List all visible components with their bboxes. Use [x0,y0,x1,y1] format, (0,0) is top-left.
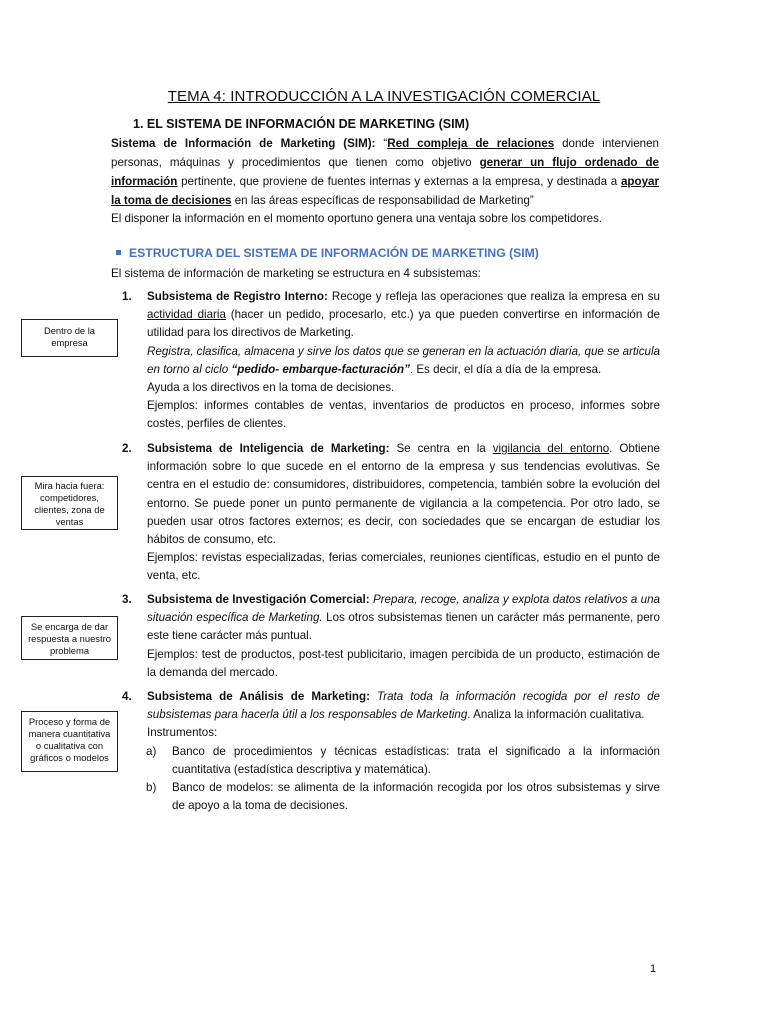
highlight-decisiones: apoyar la toma de decisiones [111,175,659,207]
text-run: . Analiza la información cualitativa. [467,708,645,722]
text-run: vigilancia del entorno [492,442,610,455]
text-run: Instrumentos: [147,726,218,740]
text-run: pertinente, que proviene de fuentes internas y externas a la empresa, y destinada a [177,175,621,188]
margin-note-inteligencia: Mira hacia fuera: competidores, clientes, zona de ventas [21,476,118,530]
sub-item-text: Banco de modelos: se alimenta de la información recogida por los otros subsistemas y sirve de apoyo a la toma de decisiones. [172,781,660,813]
text-run: Ejemplos: test de productos, post-test publicitario, imagen percibida de un producto, estimación de la demanda del mercado. [147,647,660,679]
sub-item-text: Banco de procedimientos y técnicas estadísticas: trata el significado a la información cuantitativa (estadística descriptiva y matemática). [172,744,660,776]
item-number: 2. [122,442,132,455]
text-run: Trata toda la información recogida por el resto de subsistemas para hacerla útil a los responsables de Marketing [147,690,660,722]
sim-definition-paragraph [111,134,659,210]
structure-intro: El sistema de información de marketing se estructura en 4 subsistemas: [111,267,481,280]
text-run: donde intervienen personas, máquinas y procedimientos que tienen como objetivo [111,137,659,169]
definition-term: Sistema de Información de Marketing (SIM): [111,137,376,150]
text-run: Recoge y refleja las operaciones que realiza la empresa en su [327,290,660,303]
sub-item-b [146,779,660,815]
text-run: Registra, clasifica, almacena y sirve los datos que se generan en la actuación diaria, que se articula en torno al ciclo [147,344,660,376]
bullet-square-icon [116,250,121,255]
text-run: Prepara, recoge, analiza y explota datos relativos a una situación específica de Marketing. [147,593,660,625]
item-title: Subsistema de Análisis de Marketing: [147,690,370,703]
sub-item-letter: a) [146,744,157,758]
text-run: en las áreas específicas de responsabilidad de Marketing” [231,194,534,207]
section-heading-text: ESTRUCTURA DEL SISTEMA DE INFORMACIÓN DE MARKETING (SIM) [129,246,539,260]
item-number: 1. [122,290,132,303]
page-title: TEMA 4: INTRODUCCIÓN A LA INVESTIGACIÓN COMERCIAL [167,88,601,105]
text-run: Ejemplos: revistas especializadas, ferias comerciales, reuniones científicas, estudio en el punto de venta, etc. [147,551,660,583]
text-run: . Obtiene información sobre lo que sucede en el entorno de la empresa y sus tendencias evolutivas. Se centra en el estudio de: consumidores, distribuidores, competencia, también sobre la evolución del entorno. Se puede poner un punto permanente de vigilancia a la competencia. Por otro lado, se pueden usar otros factores externos; es decir, con sociedades que se encargan de estudiar los hábitos de consumo, etc. [147,442,660,547]
section-heading-sim: 1. EL SISTEMA DE INFORMACIÓN DE MARKETING (SIM) [133,117,470,131]
advantage-paragraph: El disponer la información en el momento oportuno genera una ventaja sobre los competidores. [111,212,603,225]
text-run: Los otros subsistemas tienen un carácter más permanente, pero este tiene carácter más puntual. [147,611,660,643]
margin-note-registro: Dentro de la empresa [21,319,118,357]
margin-note-analisis: Proceso y forma de manera cuantitativa o cualitativa con gráficos o modelos [21,711,118,772]
text-run: “ [375,137,388,150]
text-run: actividad diaria [147,308,226,322]
text-run: Ejemplos: informes contables de ventas, inventarios de productos en proceso, informes sobre costes, perfiles de clientes. [147,399,660,431]
item-title: Subsistema de Registro Interno: [147,290,328,303]
text-run: “pedido- embarque-facturación” [231,362,410,376]
list-item-registro-interno [122,288,660,434]
sub-item-letter: b) [146,781,157,795]
margin-note-investigacion: Se encarga de dar respuesta a nuestro problema [21,616,118,660]
item-title: Subsistema de Inteligencia de Marketing: [147,442,390,455]
text-run: . Es decir, el día a día de la empresa. [409,362,602,376]
item-number: 4. [122,690,132,703]
section-heading-structure [116,246,539,260]
list-item-inteligencia [122,440,660,586]
item-title: Subsistema de Investigación Comercial: [147,593,370,606]
page-number: 1 [650,963,657,975]
highlight-flujo: generar un flujo ordenado de información [111,156,659,188]
text-run: Se centra en la [389,442,493,455]
text-run: Ayuda a los directivos en la toma de decisiones. [147,381,395,395]
list-item-investigacion [122,591,660,682]
item-number: 3. [122,593,132,606]
list-item-analisis [122,688,660,815]
sub-item-a [146,743,660,779]
text-run: (hacer un pedido, procesarlo, etc.) ya que pueden convertirse en información de utilidad para los directivos de Marketing. [147,308,660,340]
highlight-red-compleja: Red compleja de relaciones [387,137,555,150]
